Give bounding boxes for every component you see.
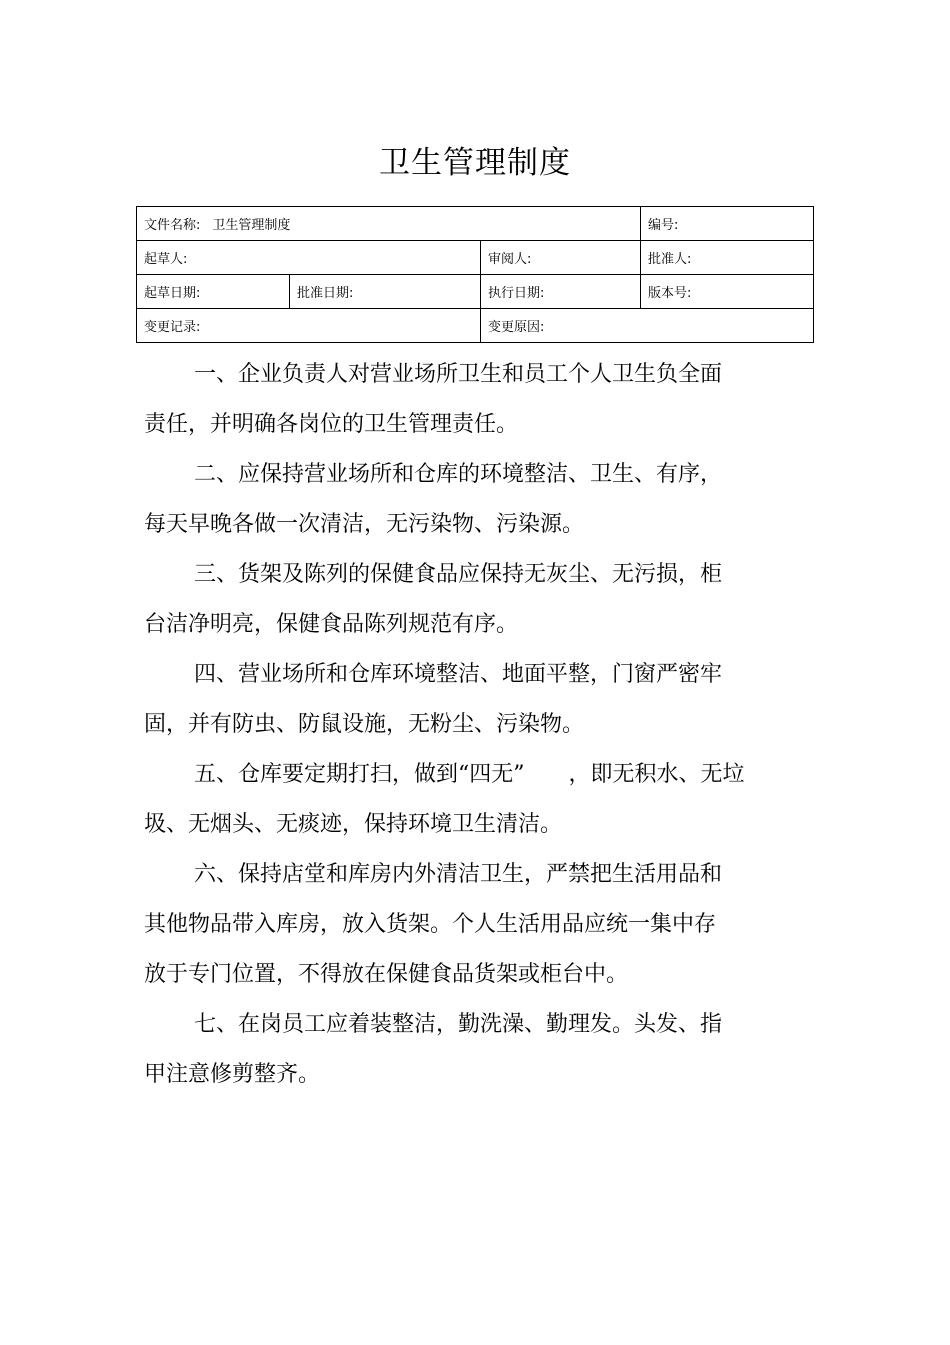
- regulation-body: [144, 350, 794, 1100]
- rule-line: 甲注意修剪整齐。: [144, 1062, 321, 1087]
- info-row-people: [137, 241, 814, 275]
- drafter-cell: [137, 241, 481, 275]
- reviewer-label: 审阅人:: [488, 252, 532, 267]
- change-reason-cell: [481, 309, 814, 343]
- file-name-cell: [137, 207, 641, 241]
- approve-date-cell: [290, 275, 481, 309]
- rule-paragraph-4: [144, 650, 794, 750]
- draft-date-label: 起草日期:: [144, 286, 201, 301]
- change-reason-label: 变更原因:: [488, 320, 545, 335]
- rule-paragraph-1: [144, 350, 794, 450]
- rule-line: 固，并有防虫、防鼠设施，无粉尘、污染物。: [144, 712, 585, 737]
- rule-line: 圾、无烟头、无痰迹，保持环境卫生清洁。: [144, 812, 563, 837]
- change-record-label: 变更记录:: [144, 320, 201, 335]
- document-info-table: [136, 206, 814, 343]
- rule-line: 其他物品带入库房，放入货架。个人生活用品应统一集中存: [144, 912, 717, 937]
- change-record-cell: [137, 309, 481, 343]
- rule-line: 三、货架及陈列的保健食品应保持无灰尘、无污损，柜: [194, 562, 723, 587]
- rule-line: 四、营业场所和仓库环境整洁、地面平整，门窗严密牢: [194, 662, 723, 687]
- rule-line: 五、仓库要定期打扫，做到“四无” ，即无积水、无垃: [194, 762, 745, 787]
- exec-date-cell: [481, 275, 641, 309]
- version-label: 版本号:: [648, 286, 692, 301]
- rule-line: 七、在岗员工应着装整洁，勤洗澡、勤理发。头发、指: [194, 1012, 723, 1037]
- number-label: 编号:: [648, 218, 679, 233]
- rule-paragraph-6: [144, 850, 794, 1000]
- rule-line: 台洁净明亮，保健食品陈列规范有序。: [144, 612, 519, 637]
- exec-date-label: 执行日期:: [488, 286, 545, 301]
- rule-paragraph-3: [144, 550, 794, 650]
- rule-line: 二、应保持营业场所和仓库的环境整洁、卫生、有序，: [194, 462, 723, 487]
- draft-date-cell: [137, 275, 290, 309]
- reviewer-cell: [481, 241, 641, 275]
- version-cell: [641, 275, 814, 309]
- number-cell: [641, 207, 814, 241]
- drafter-label: 起草人:: [144, 252, 188, 267]
- info-row-file: [137, 207, 814, 241]
- page-title: 卫生管理制度: [379, 145, 571, 181]
- rule-paragraph-7: [144, 1000, 794, 1100]
- rule-line: 一、企业负责人对营业场所卫生和员工个人卫生负全面: [194, 362, 723, 387]
- approver-cell: [641, 241, 814, 275]
- rule-line: 放于专门位置，不得放在保健食品货架或柜台中。: [144, 962, 629, 987]
- approver-label: 批准人:: [648, 252, 692, 267]
- rule-line: 六、保持店堂和库房内外清洁卫生，严禁把生活用品和: [194, 862, 723, 887]
- info-row-changes: [137, 309, 814, 343]
- rule-paragraph-5: [144, 750, 794, 850]
- rule-line: 每天早晚各做一次清洁，无污染物、污染源。: [144, 512, 585, 537]
- file-name-value: 卫生管理制度: [212, 218, 291, 233]
- rule-paragraph-2: [144, 450, 794, 550]
- info-row-dates: [137, 275, 814, 309]
- rule-line: 责任，并明确各岗位的卫生管理责任。: [144, 412, 519, 437]
- approve-date-label: 批准日期:: [297, 286, 354, 301]
- file-name-label: 文件名称:: [144, 218, 201, 233]
